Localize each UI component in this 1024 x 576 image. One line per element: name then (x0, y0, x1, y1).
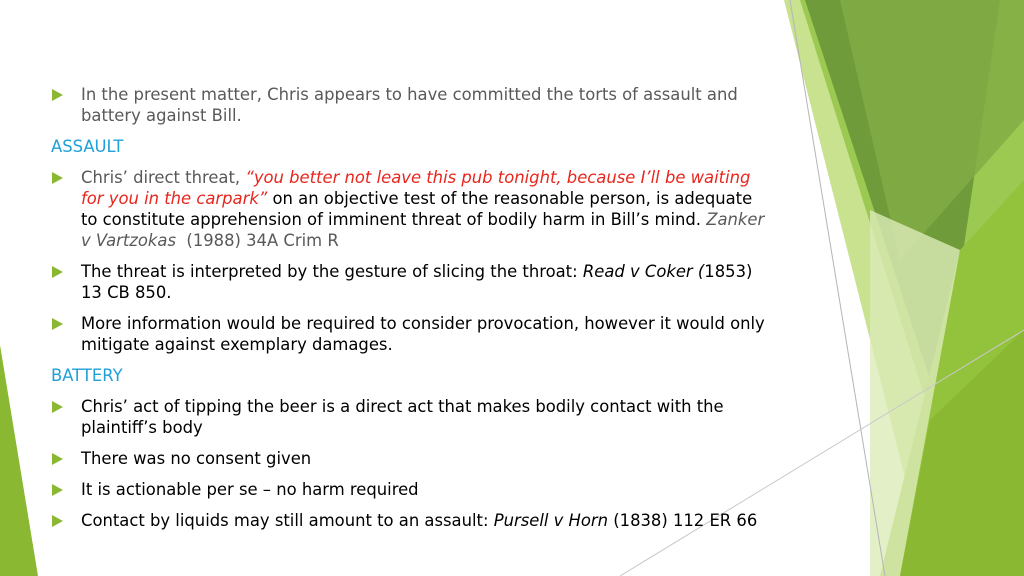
assault-item-2-text: The threat is interpreted by the gesture of slicing the throat: (81, 262, 583, 281)
citation-read-v-coker: 1853) 13 CB 850. (81, 262, 753, 302)
arrow-bullet-icon (52, 266, 63, 278)
arrow-bullet-icon (52, 401, 63, 413)
left-green-shard (0, 345, 38, 576)
assault-item-3 (50, 313, 770, 355)
battery-heading: BATTERY (51, 366, 123, 385)
intro-text: In the present matter, Chris appears to have committed the torts of assault and battery against Bill. (81, 85, 738, 125)
citation-pursell-v-horn: (1838) 112 ER 66 (608, 511, 758, 530)
intro-item (50, 84, 770, 126)
battery-item-3-text: It is actionable per se – no harm required (81, 480, 419, 499)
battery-item-4 (50, 510, 770, 531)
battery-item-1-text: Chris’ act of tipping the beer is a direct act that makes bodily contact with the plaintiff’s body (81, 397, 724, 437)
slide-content (50, 84, 770, 541)
assault-item-2 (50, 261, 770, 303)
arrow-bullet-icon (52, 172, 63, 184)
citation-zanker: (1988) 34A Crim R (176, 231, 339, 250)
assault-item-3-text: More information would be required to consider provocation, however it would only mitigate against exemplary damages. (81, 314, 765, 354)
case-read-v-coker: Read v Coker ( (582, 262, 705, 281)
battery-item-2 (50, 448, 770, 469)
arrow-bullet-icon (52, 515, 63, 527)
arrow-bullet-icon (52, 318, 63, 330)
threat-quote: “you better not leave this pub tonight, because I’ll be waiting for you in the carpark” (81, 168, 751, 208)
arrow-bullet-icon (52, 89, 63, 101)
arrow-bullet-icon (52, 453, 63, 465)
battery-item-2-text: There was no consent given (81, 449, 312, 468)
case-pursell-v-horn: Pursell v Horn (493, 511, 609, 530)
case-zanker: Zanker v Vartzokas (81, 210, 765, 250)
assault-heading: ASSAULT (51, 137, 124, 156)
battery-item-4-text: Contact by liquids may still amount to an assault: (81, 511, 494, 530)
battery-item-3 (50, 479, 770, 500)
assault-item-1 (50, 167, 770, 251)
assault-item-1-rest: on an objective test of the reasonable person, is adequate to constitute apprehension of imminent threat of bodily harm in Bill’s mind. (81, 189, 753, 229)
arrow-bullet-icon (52, 484, 63, 496)
battery-item-1 (50, 396, 770, 438)
assault-item-1-prefix: Chris’ direct threat, (81, 168, 246, 187)
